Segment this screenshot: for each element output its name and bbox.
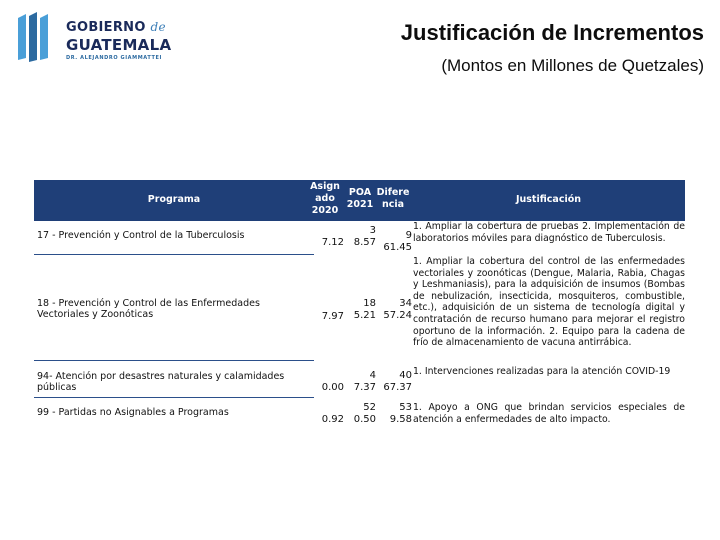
header-justificacion-label: Justificación xyxy=(515,194,581,205)
row-4-programa: 99 - Partidas no Asignables a Programas xyxy=(37,407,229,418)
row-1-asignado: 7.12 xyxy=(321,237,344,248)
row-2-diferencia: 34 57.24 xyxy=(383,298,412,321)
row-1-poa: 3 8.57 xyxy=(353,225,376,248)
page-subtitle: (Montos en Millones de Quetzales) xyxy=(441,56,704,75)
guatemala-flag-mark-icon xyxy=(14,12,54,62)
logo-text-subtitle: DR. ALEJANDRO GIAMMATTEI xyxy=(66,55,162,61)
header-poa-label: POA 2021 xyxy=(346,187,374,210)
row-2-programa: 18 - Prevención y Control de las Enfermedades Vectoriales y Zoonóticas xyxy=(37,298,260,320)
header-programa-label: Programa xyxy=(147,194,201,205)
header-asignado-label: Asign ado 2020 xyxy=(310,181,340,216)
row-4-asignado: 0.92 xyxy=(321,414,344,425)
row-3-diferencia: 40 67.37 xyxy=(383,370,412,393)
logo-text-gobierno: GOBIERNO de xyxy=(66,20,166,35)
row-1-programa: 17 - Prevención y Control de la Tuberculosis xyxy=(37,230,245,241)
row-4-diferencia: 53 9.58 xyxy=(389,402,412,425)
row-divider xyxy=(34,397,314,398)
row-3-programa: 94- Atención por desastres naturales y calamidades públicas xyxy=(37,371,285,393)
row-2-poa: 18 5.21 xyxy=(353,298,376,321)
page-title: Justificación de Incrementos xyxy=(400,20,704,45)
row-divider xyxy=(34,254,314,255)
gobierno-guatemala-logo xyxy=(14,12,174,64)
row-divider xyxy=(34,360,314,361)
logo-text-guatemala: GUATEMALA xyxy=(66,36,172,54)
row-1-diferencia: 9 61.45 xyxy=(383,230,412,253)
row-4-poa: 52 0.50 xyxy=(353,402,376,425)
row-2-asignado: 7.97 xyxy=(321,311,344,322)
row-1-justificacion: 1. Ampliar la cobertura de pruebas 2. Implementación de laboratorios móviles para diagnóstico de Tuberculosis. xyxy=(413,221,685,244)
row-3-poa: 4 7.37 xyxy=(353,370,376,393)
row-2-justificacion: 1. Ampliar la cobertura del control de las enfermedades vectoriales y zoonóticas (Dengue, Malaria, Rabia, Chagas y Leshmaniasis), para la adquisición de insumos (Bombas de nebulización, insecticida, mosquiteros, combustible, etc.), adquisición de un sistema de tecnología digital y contratación de recurso humano para mejorar el registro oportuno de la información. 2. Equipo para la cadena de frío de almacenamiento de vacuna antirrábica. xyxy=(413,256,685,349)
row-3-asignado: 0.00 xyxy=(321,382,344,393)
header-diferencia-label: Difere ncia xyxy=(376,187,410,210)
row-4-justificacion: 1. Apoyo a ONG que brindan servicios especiales de atención a enfermedades de alto impacto. xyxy=(413,402,685,425)
row-3-justificacion: 1. Intervenciones realizadas para la atención COVID-19 xyxy=(413,366,671,377)
